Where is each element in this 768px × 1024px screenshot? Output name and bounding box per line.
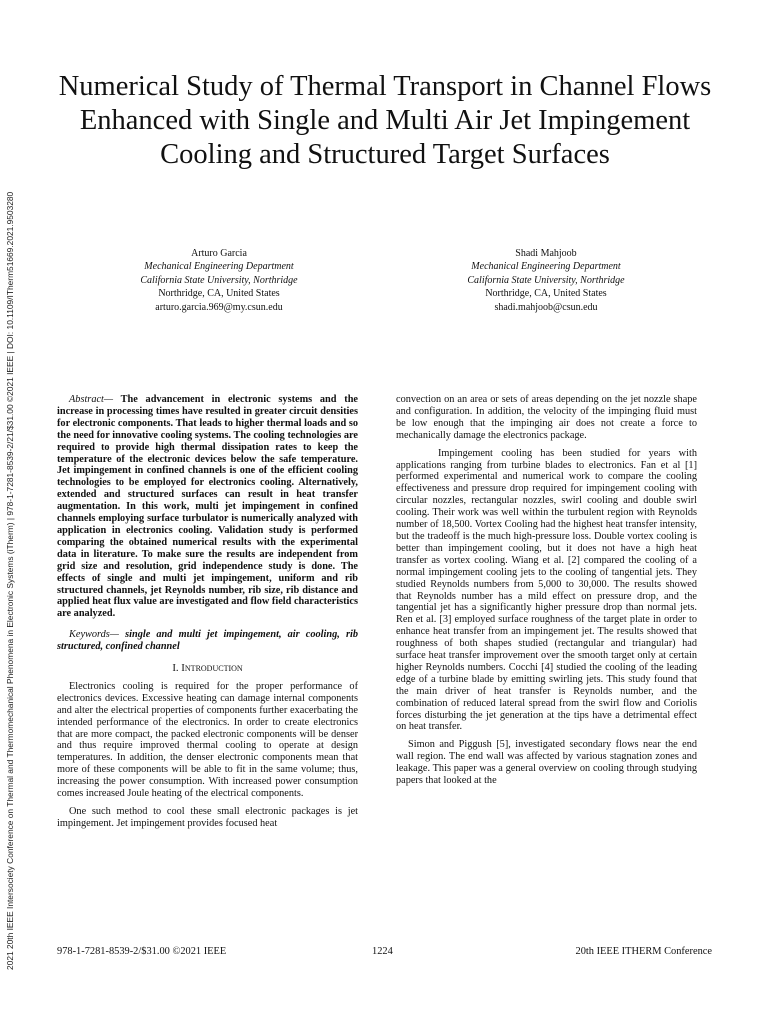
paragraph: Impingement cooling has been studied for years with applications ranging from turbine blades to electronics. Fan et al [1] performed experimental and numerical work to compare the cooling effectiveness and pressure drop required for impingement cooling with circular nozzles, rectangular nozzles, swirl cooling and double swirl cooling. Their work was well within the turbulent region with Reynolds number of 18,500. Vortex Cooling had the highest heat transfer intensity, but the tradeoff is the much high-pressure loss. Double vortex cooling is better than impingement cooling, but it does not have a high heat transfer as vortex cooling. Wiang et al. [2] compared the cooling of a normal impingement cooling jets to the cooling of tangential jets. They studied Reynolds numbers from 5,000 to 30,000. The results showed that Reynolds number has a mild effect on pressure drop, and the tangential jet has a significantly higher pressure drop than normal jets. Ren et al. [3] employed surface roughness of the target plate in order to enhance heat transfer from an impingement jet. The results showed that roughness of both shapes studied (rectangular and triangular) had surface heat transfer improvement over the smooth target only at certain higher Reynolds numbers. Cocchi [4] studied the cooling of the leading edge of a turbine blade by emitting swirling jets. This study found that the main driver of heat transfer is Reynolds number, and the combination of reduced lateral spread from the swirl flow and Coriolis forces disturbing the jet generation at the tips have a detrimental effect on heat transfer. <box>396 447 697 733</box>
left-column <box>57 394 358 934</box>
side-doi-text: 2021 20th IEEE Intersociety Conference on Thermal and Thermomechanical Phenomena in Electronic Systems (iTherm) | 978-1-7281-8539-2/21/$31.00 ©2021 IEEE | DOI: 10.1109/ITherm51669.2021.9503280 <box>5 191 15 970</box>
author-block-2 <box>396 247 696 314</box>
right-column <box>396 394 697 934</box>
footer-page-number: 1224 <box>372 946 393 957</box>
author-name: Arturo Garcia <box>191 248 247 259</box>
author-city: Northridge, CA, United States <box>485 288 607 300</box>
author-city: Northridge, CA, United States <box>158 288 280 300</box>
author-email: arturo.garcia.969@my.csun.edu <box>155 301 283 313</box>
author-university: California State University, Northridge <box>467 274 625 286</box>
author-name: Shadi Mahjoob <box>515 248 577 259</box>
paragraph: Electronics cooling is required for the proper performance of electronics devices. Excessive heating can damage internal components and alter the electrical properties of components further exacerbating the intended performance of the electronics. In order to create electronics that are more compact, the packed electronic components will be denser and thus require improved thermal cooling to operate at design temperatures. In addition, the denser electronic components mean that more of these components will be able to fit in the same volume; thus, increasing the power consumption. With increased power consumption comes increased Joule heating of the electrical components. <box>57 680 358 800</box>
section-heading-introduction: I. Introduction <box>172 662 243 675</box>
abstract <box>57 394 358 620</box>
paragraph: Simon and Piggush [5], investigated secondary flows near the end wall region. The end wall was affected by various stagnation zones and leakage. This paper was a general overview on cooling through studying papers that looked at the <box>396 739 697 787</box>
author-email: shadi.mahjoob@csun.edu <box>494 301 598 313</box>
paragraph: One such method to cool these small electronic packages is jet impingement. Jet impingement provides focused heat <box>57 806 358 829</box>
author-department: Mechanical Engineering Department <box>144 261 294 273</box>
author-department: Mechanical Engineering Department <box>471 261 621 273</box>
keywords <box>57 629 358 653</box>
footer-copyright: 978-1-7281-8539-2/$31.00 ©2021 IEEE <box>57 946 227 957</box>
abstract-label: Abstract— <box>69 394 114 405</box>
footer-conference: 20th IEEE ITHERM Conference <box>575 946 712 957</box>
paper-title: Numerical Study of Thermal Transport in Channel Flows Enhanced with Single and Multi Air Jet Impingement Cooling and Structured Target Surfaces <box>58 71 712 170</box>
author-university: California State University, Northridge <box>140 274 298 286</box>
paragraph: convection on an area or sets of areas depending on the jet nozzle shape and configuration. In addition, the velocity of the impinging fluid must be low enough that the impinging air does not create a force to mechanically damage the electronics package. <box>396 394 697 441</box>
author-block-1 <box>69 247 369 314</box>
keywords-label: Keywords— <box>69 629 119 641</box>
keywords-text: single and multi jet impingement, air cooling, rib structured, confined channel <box>57 629 358 653</box>
side-doi-strip <box>3 70 17 970</box>
abstract-text: The advancement in electronic systems and the increase in processing times have resulted in greater circuit densities for electronic components. That leads to higher thermal loads and so the need for innovative cooling systems. The cooling technologies are required to provide high thermal dissipation rates to keep the temperature of the electronic devices below the safe temperature. Jet impingement in confined channels is one of the efficient cooling technologies to be employed for electronics cooling. Alternatively, extended and structured surfaces can result in heat transfer augmentation. In this work, multi jet impingement in confined channels employing surface turbulator is numerically analyzed with application in electronics cooling. Validation study is performed comparing the obtained numerical results with the experimental data in literature. To make sure the results are independent from grid size and resolution, grid independence study is done. The effects of single and multi jet impingement, uniform and rib structured channels, jet Reynolds number, rib size, rib distance and applied heat flux value are investigated and flow field characteristics are analyzed. <box>57 394 358 620</box>
